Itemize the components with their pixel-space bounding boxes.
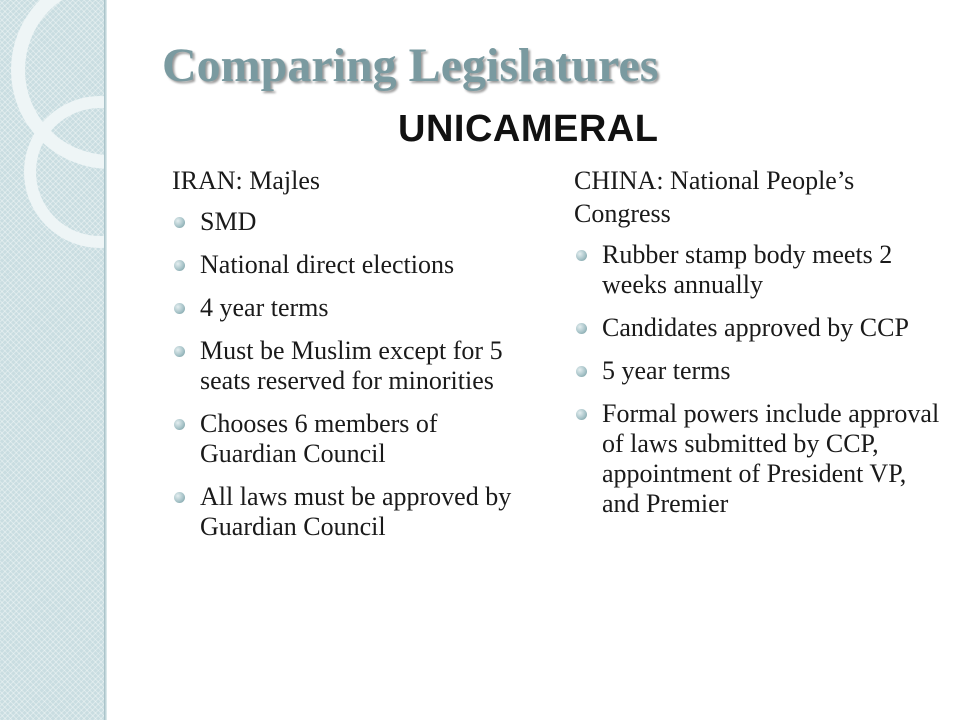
bullet-icon: [576, 409, 587, 420]
china-bullet-item: [574, 240, 946, 300]
bullet-icon: [174, 217, 185, 228]
decorative-side-band: [0, 0, 106, 720]
iran-bullet-item: [172, 207, 520, 237]
decorative-ring-large: [18, 0, 106, 162]
iran-bullet-text: SMD: [200, 207, 257, 236]
iran-bullet-item: [172, 336, 520, 396]
iran-bullet-item: [172, 250, 520, 280]
china-column: [574, 164, 946, 532]
slide-subtitle: UNICAMERAL: [398, 108, 659, 150]
iran-bullet-item: [172, 293, 520, 323]
iran-bullet-text: All laws must be approved by Guardian Council: [200, 482, 512, 541]
iran-bullet-text: 4 year terms: [200, 293, 329, 322]
bullet-icon: [576, 323, 587, 334]
china-bullet-item: [574, 356, 946, 386]
iran-heading: IRAN: Majles: [172, 166, 321, 195]
china-heading: CHINA: National People’s Congress: [574, 166, 855, 228]
bullet-icon: [174, 419, 185, 430]
iran-bullet-text: National direct elections: [200, 250, 455, 279]
decorative-rings: [0, 0, 106, 720]
iran-column: [172, 164, 520, 555]
bullet-icon: [174, 492, 185, 503]
bullet-icon: [174, 346, 185, 357]
china-bullet-item: [574, 313, 946, 343]
china-bullet-text: 5 year terms: [602, 356, 731, 385]
bullet-icon: [576, 250, 587, 261]
iran-bullet-item: [172, 409, 520, 469]
china-bullet-text: Rubber stamp body meets 2 weeks annually: [602, 240, 893, 299]
china-bullet-text: Formal powers include approval of laws submitted by CCP, appointment of President VP, and Premier: [602, 399, 940, 518]
bullet-icon: [174, 303, 185, 314]
iran-bullet-item: [172, 482, 520, 542]
iran-bullet-text: Chooses 6 members of Guardian Council: [200, 409, 438, 468]
china-bullet-item: [574, 399, 946, 519]
iran-bullet-text: Must be Muslim except for 5 seats reserved for minorities: [200, 336, 503, 395]
bullet-icon: [174, 260, 185, 271]
china-bullet-list: [574, 240, 946, 519]
band-edge-divider: [104, 0, 107, 720]
china-bullet-text: Candidates approved by CCP: [602, 313, 909, 342]
slide-title: Comparing Legislatures: [162, 39, 659, 92]
bullet-icon: [576, 366, 587, 377]
iran-bullet-list: [172, 207, 520, 542]
